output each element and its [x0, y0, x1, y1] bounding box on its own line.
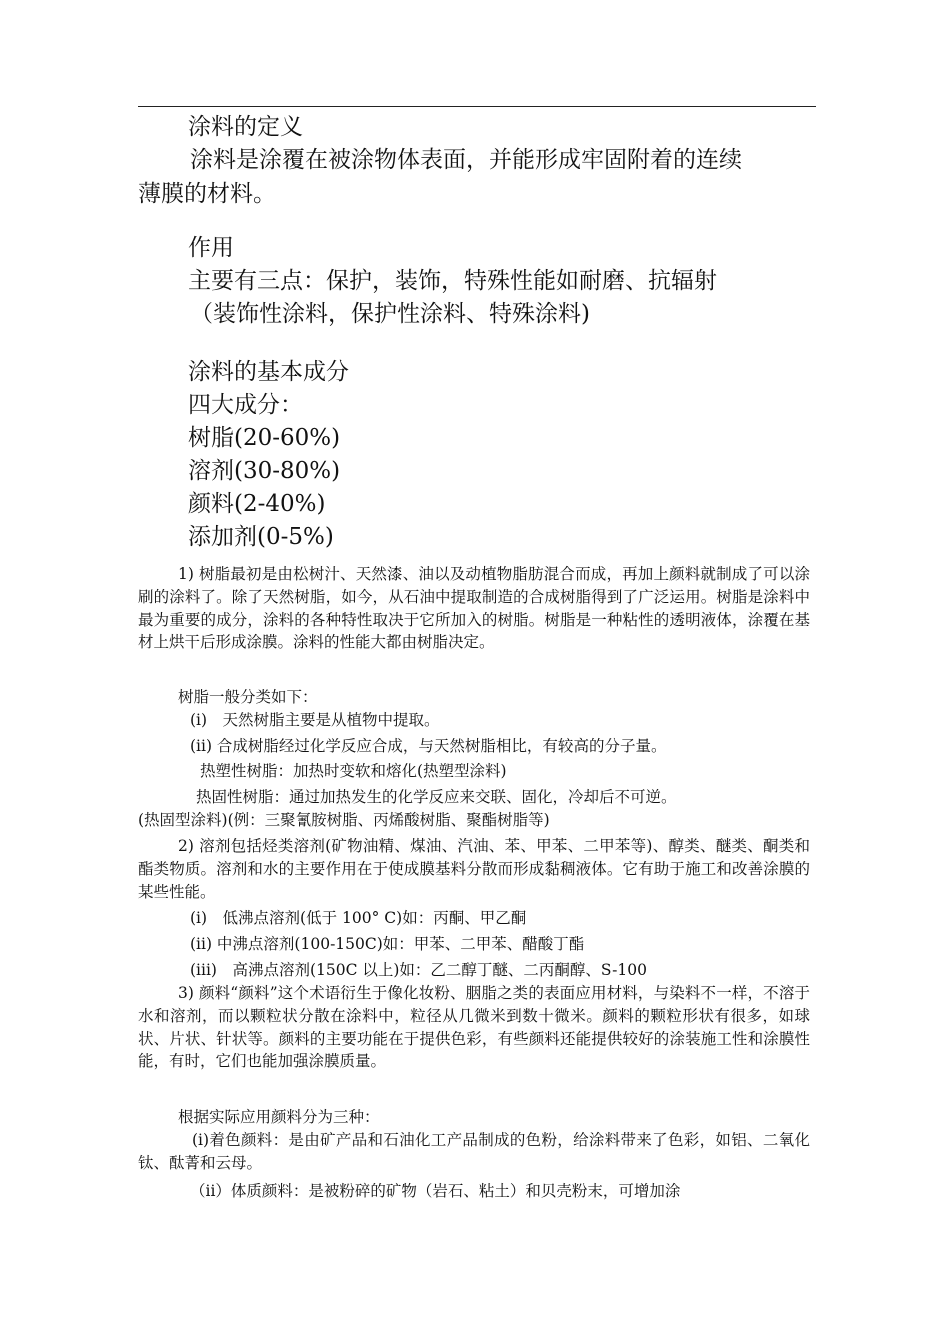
component-item: 颜料(2-40%) — [188, 491, 326, 517]
component-item: 树脂(20-60%) — [188, 425, 341, 451]
resin-thermoset-line1: 热固性树脂：通过加热发生的化学反应来交联、固化，冷却后不可逆。 — [196, 788, 677, 806]
resin-item-natural: (i) 天然树脂主要是从植物中提取。 — [190, 711, 440, 729]
pigment-paragraph: 3) 颜料“颜料”这个术语衍生于像化妆粉、胭脂之类的表面应用材料，与染料不一样，不溶于水和溶剂，而以颗粒状分散在涂料中，粒径从几微米到数十微米。颜料的颗粒形状有很多，如球状、片状、针状等。颜料的主要功能在于提供色彩，有些颜料还能提供较好的涂装施工性和涂膜性能，有时，它们也能加强涂膜质量。 — [138, 984, 810, 1071]
resin-thermoplastic: 热塑性树脂：加热时变软和熔化(热塑型涂料) — [200, 762, 507, 780]
components-intro: 四大成分： — [188, 392, 303, 418]
pigment-item-coloring: (i)着色颜料：是由矿产品和石油化工产品制成的色粉，给涂料带来了色彩，如铝、二氧化钛、酞菁和云母。 — [138, 1131, 810, 1172]
component-item: 添加剂(0-5%) — [188, 524, 334, 550]
pigment-item-extender: （ii）体质颜料：是被粉碎的矿物（岩石、粘土）和贝壳粉末，可增加涂 — [190, 1182, 681, 1200]
solvent-item-high: (iii) 高沸点溶剂(150C 以上)如：乙二醇丁醚、二丙酮醇、S-100 — [190, 961, 647, 979]
components-heading: 涂料的基本成分 — [188, 359, 349, 385]
header-rule — [138, 106, 816, 107]
solvent-item-medium: (ii) 中沸点溶剂(100-150C)如：甲苯、二甲苯、醋酸丁酯 — [190, 935, 585, 953]
solvent-item-low: (i) 低沸点溶剂(低于 100° C)如：丙酮、甲乙酮 — [190, 909, 527, 927]
function-heading: 作用 — [188, 235, 234, 261]
function-body-line1: 主要有三点：保护，装饰，特殊性能如耐磨、抗辐射 — [188, 268, 717, 294]
resin-paragraph: 1) 树脂最初是由松树汁、天然漆、油以及动植物脂肪混合而成，再加上颜料就制成了可以涂刷的涂料了。除了天然树脂，如今，从石油中提取制造的合成树脂得到了广泛运用。树脂是涂料中最为重要的成分，涂料的各种特性取决于它所加入的树脂。树脂是一种粘性的透明液体，涂覆在基材上烘干后形成涂膜。涂料的性能大都由树脂决定。 — [138, 565, 810, 652]
function-body-line2: （装饰性涂料，保护性涂料、特殊涂料) — [190, 301, 590, 327]
definition-body-line1: 涂料是涂覆在被涂物体表面，并能形成牢固附着的连续 — [190, 147, 742, 173]
resin-classification-intro: 树脂一般分类如下： — [178, 688, 318, 706]
resin-thermoset-line2: (热固型涂料)(例：三聚氰胺树脂、丙烯酸树脂、聚酯树脂等) — [138, 811, 550, 829]
definition-body-line2: 薄膜的材料。 — [138, 181, 276, 207]
resin-item-synthetic: (ii) 合成树脂经过化学反应合成，与天然树脂相比，有较高的分子量。 — [190, 737, 667, 755]
definition-heading: 涂料的定义 — [188, 114, 303, 140]
component-item: 溶剂(30-80%) — [188, 458, 341, 484]
pigment-classification-intro: 根据实际应用颜料分为三种： — [178, 1108, 380, 1126]
solvent-paragraph: 2) 溶剂包括烃类溶剂(矿物油精、煤油、汽油、苯、甲苯、二甲苯等)、醇类、醚类、酮类和酯类物质。溶剂和水的主要作用在于使成膜基料分散而形成黏稠液体。它有助于施工和改善涂膜的某些性能。 — [138, 837, 810, 901]
